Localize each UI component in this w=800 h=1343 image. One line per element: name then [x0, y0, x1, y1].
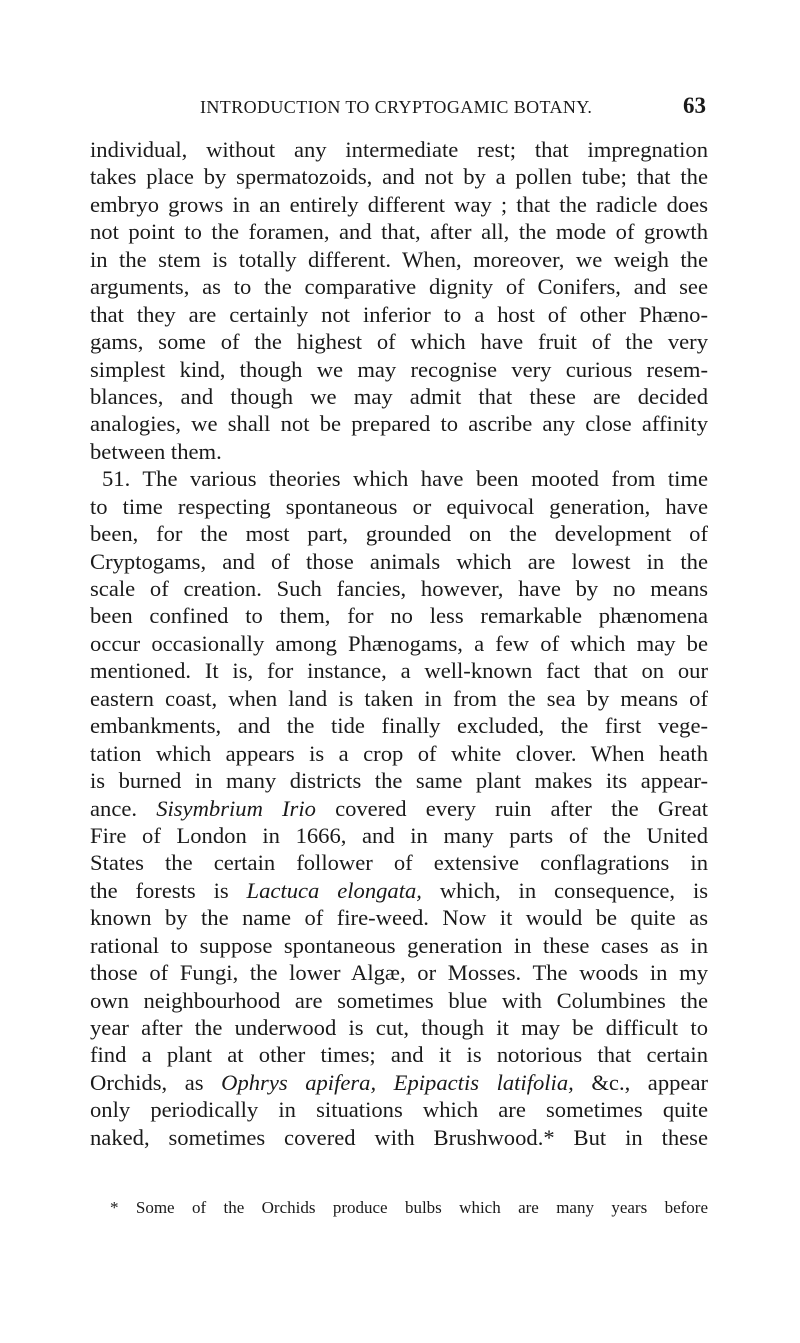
text-line [90, 1096, 708, 1123]
text-segment: ance. [90, 795, 157, 821]
text-line [90, 575, 708, 602]
text-line [90, 685, 708, 712]
text-segment: blances, and though we may admit that these are decided [90, 383, 708, 409]
italic-species-name: Ophrys apifera, Epipactis latifolia, [221, 1069, 574, 1095]
text-segment: covered every ruin after the Great [315, 795, 708, 821]
text-line [90, 136, 708, 163]
text-line [90, 877, 708, 904]
text-segment: scale of creation. Such fancies, however, have by no means [90, 576, 708, 601]
page-number: 63 [683, 93, 706, 118]
text-line [90, 959, 708, 986]
text-line [90, 712, 708, 739]
text-segment: been, for the most part, grounded on the development of [90, 521, 708, 547]
text-segment: is burned in many districts the same plant makes its appear- [90, 768, 708, 794]
text-line [90, 191, 708, 218]
text-line [90, 822, 708, 849]
text-segment: States the certain follower of extensive conflagrations in [90, 850, 708, 876]
text-line [90, 630, 708, 657]
text-line [90, 273, 708, 300]
text-segment: which, in consequence, is [421, 877, 708, 903]
text-segment: Cryptogams, and of those animals which are lowest in the [90, 548, 708, 574]
text-line [90, 246, 708, 273]
text-segment: those of Fungi, the lower Algæ, or Mosses. The woods in my [90, 960, 708, 986]
text-line [90, 465, 708, 492]
text-segment: individual, without any intermediate rest; that impregnation [90, 137, 708, 162]
text-segment: gams, some of the highest of which have fruit of the very [90, 329, 708, 355]
text-line [90, 493, 708, 520]
italic-species-name: Lactuca elongata, [246, 877, 422, 903]
text-segment: find a plant at other times; and it is notorious that certain [90, 1042, 708, 1068]
text-segment: simplest kind, though we may recognise very curious resem- [90, 356, 708, 382]
italic-species-name: Sisymbrium Irio [156, 795, 316, 821]
text-segment: the forests is [90, 877, 247, 903]
text-line [90, 520, 708, 547]
footnote: * Some of the Orchids produce bulbs which are many years before [110, 1198, 708, 1217]
text-segment: between them. [90, 438, 222, 464]
text-line [90, 657, 708, 684]
text-segment: embryo grows in an entirely different way ; that the radicle does [90, 191, 708, 217]
text-segment: been confined to them, for no less remarkable phænomena [90, 603, 708, 629]
text-segment: Orchids, as [90, 1069, 222, 1095]
text-segment: own neighbourhood are sometimes blue with Columbines the [90, 987, 708, 1013]
text-segment: rational to suppose spontaneous generation in these cases as in [90, 932, 708, 958]
text-line [90, 740, 708, 767]
text-line [90, 987, 708, 1014]
text-line [90, 218, 708, 245]
text-segment: that they are certainly not inferior to a host of other Phæno- [90, 301, 708, 327]
text-segment: mentioned. It is, for instance, a well-known fact that on our [90, 658, 708, 684]
text-segment: Fire of London in 1666, and in many parts of the United [90, 822, 708, 848]
running-head [90, 94, 708, 120]
text-segment: known by the name of fire-weed. Now it would be quite as [90, 905, 708, 931]
text-line [90, 438, 708, 465]
text-line [90, 932, 708, 959]
text-line [90, 1041, 708, 1068]
text-segment: embankments, and the tide finally excluded, the first vege- [90, 713, 708, 739]
text-line [90, 383, 708, 410]
text-segment: tation which appears is a crop of white clover. When heath [90, 740, 708, 766]
running-title: INTRODUCTION TO CRYPTOGAMIC BOTANY. [200, 97, 593, 117]
text-segment: in the stem is totally different. When, moreover, we weigh the [90, 246, 708, 272]
text-segment: analogies, we shall not be prepared to ascribe any close affinity [90, 411, 708, 437]
text-line [90, 767, 708, 794]
text-line [90, 163, 708, 190]
text-line [90, 849, 708, 876]
text-segment: year after the underwood is cut, though it may be difficult to [90, 1015, 708, 1040]
text-line [90, 356, 708, 383]
text-line [90, 1124, 708, 1151]
text-segment: &c., appear [573, 1069, 708, 1095]
text-line [90, 795, 708, 822]
text-segment: eastern coast, when land is taken in from the sea by means of [90, 685, 708, 711]
text-line [90, 410, 708, 437]
text-segment: 51. The various theories which have been mooted from time [102, 466, 708, 492]
text-line [90, 904, 708, 931]
text-segment: not point to the foramen, and that, after all, the mode of growth [90, 219, 708, 245]
text-line [90, 328, 708, 355]
text-line [90, 1069, 708, 1096]
text-segment: arguments, as to the comparative dignity of Conifers, and see [90, 274, 708, 300]
text-segment: naked, sometimes covered with Brushwood.* But in these [90, 1124, 708, 1150]
text-line [90, 1014, 708, 1041]
text-segment: to time respecting spontaneous or equivocal generation, have [90, 493, 708, 519]
text-line [90, 548, 708, 575]
text-line [90, 602, 708, 629]
body-text [90, 136, 708, 1151]
text-line [90, 301, 708, 328]
text-segment: only periodically in situations which are sometimes quite [90, 1097, 708, 1123]
text-segment: occur occasionally among Phænogams, a few of which may be [90, 630, 708, 656]
text-segment: takes place by spermatozoids, and not by a pollen tube; that the [90, 164, 708, 190]
